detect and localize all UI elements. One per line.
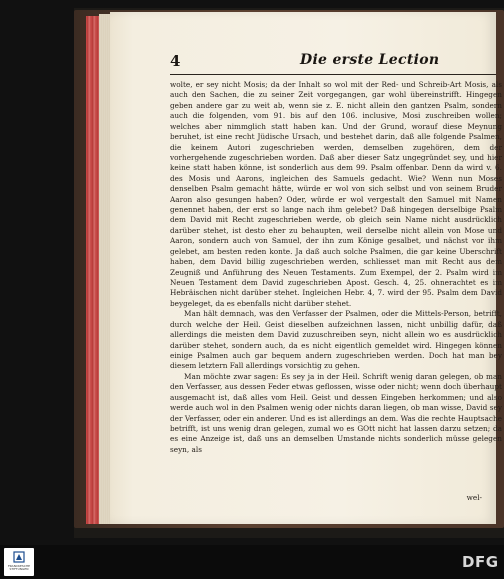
francke-foundation-logo — [4, 548, 34, 576]
header-rule — [170, 74, 496, 75]
book-page — [110, 12, 502, 524]
dfg-logo: DFG — [462, 553, 499, 571]
page-edges-red — [86, 16, 100, 524]
paragraph: wolte, er sey nicht Mosis; da der Inhalt so wol mit der Red- und Schreib-Art Mosis, als auch den Sachen, die zu seiner Zeit vorgegangen, gar wohl übereinstrifft. Hingegen geben andere gar zu weit ab, wenn sie z. E. nicht allein den gantzen Psalm, sondern auch die folgenden, vom 91. bis auf den 106. inclusive, Mosi zuschreiben wollen; welches aber nimmglich statt haben kan. Und der Grund, worauf diese Meynung beruhet, ist eine recht Jüdische Ursach, und bestehet darin, daß alle folgende Psalmen, die keinem Autori zugeschrieben werden, demselben zugehören, dem der vorhergehende zugeschrieben worden. Daß aber dieser Satz ungegründet sey, und hier keine statt haben könne, ist sonderlich aus dem 99. Psalm offenbar. Denn da wird v. 6. des Mosis und Aarons, ingleichen des Samuels gedacht. Wie? Wenn nun Moses denselben Psalm gemacht hätte, würde er wol von sich selbst und von seinem Bruder Aaron also gesungen haben? Oder, würde er wol vergestalt den Samuel mit Namen genennet haben, der erst so lange nach ihm gelebet? Daß hingegen derselbige Psalm dem David mit Recht zugeschrieben werde, ob gleich sein Name nicht ausdrücklich darüber stehet, ist desto eher zu behaupten, weil derselbe nicht allein von Mose und Aaron, sondern auch von Samuel, der ihn zum Könige gesalbet, und nächst vor ihm gelebet, am besten reden konte. Ja daß auch solche Psalmen, die gar keine Uberschrift haben, dem David billig zugeschrieben werden, schliesset man mit Recht aus dem Zeugniß und Anführung des Neuen Testaments. Zum Exempel, der 2. Psalm wird im Neuen Testament dem David zugeschrieben Apost. Gesch. 4, 25. ohnerachtet es im Hebräischen nicht darüber stehet. Ingleichen Hebr. 4, 7. wird der 95. Psalm dem David beygeleget, da es ebenfalls nicht darüber stehet. — [170, 80, 502, 308]
page-body — [170, 80, 502, 508]
page-number: 4 — [170, 52, 181, 70]
paragraph: Man möchte zwar sagen: Es sey ja in der Heil. Schrift wenig daran gelegen, ob man den Verfasser, aus dessen Feder etwas geflossen, wisse oder nicht; wenn doch überhaupt ausgemacht ist, daß alles vom Heil. Geist und dessen Eingeben herkommen; und also werde auch wol in den Psalmen wenig oder nichts daran liegen, ob man wisse, David sey der Verfasser, oder ein anderer. Und es ist allerdings an dem. Was die rechte Hauptsache betrifft, ist uns wenig dran gelegen, zumal wo es GOtt nicht hat lassen darzu setzen; da es eine Anzeige ist, daß uns an demselben Umstande nichts sonderlich müsse gelegen seyn, als — [170, 371, 502, 454]
catchword: wel- — [466, 493, 482, 502]
logo-label: FRANCKESCHE STIFTUNGEN — [7, 564, 31, 572]
running-head: Die erste Lection — [300, 52, 440, 68]
page-header — [170, 52, 500, 70]
paragraph: Man hält demnach, was den Verfasser der Psalmen, oder die Mittels-Person, betrifft, durch welche der Heil. Geist dieselben aufzeichnen lassen, nicht unbillig dafür, daß allerdings die meisten dem David zuzuschreiben seyn, nicht allein wo es ausdrücklich darüber stehet, sondern auch, da es nicht eigentlich gemeldet wird. Hingegen können einige Psalmen auch gar bequem andern zugeschrieben werden. Doch hat man bey diesem letztern Fall allerdings vorsichtig zu gehen. — [170, 309, 502, 371]
footer-bar — [0, 545, 504, 579]
emblem-icon — [13, 551, 25, 563]
